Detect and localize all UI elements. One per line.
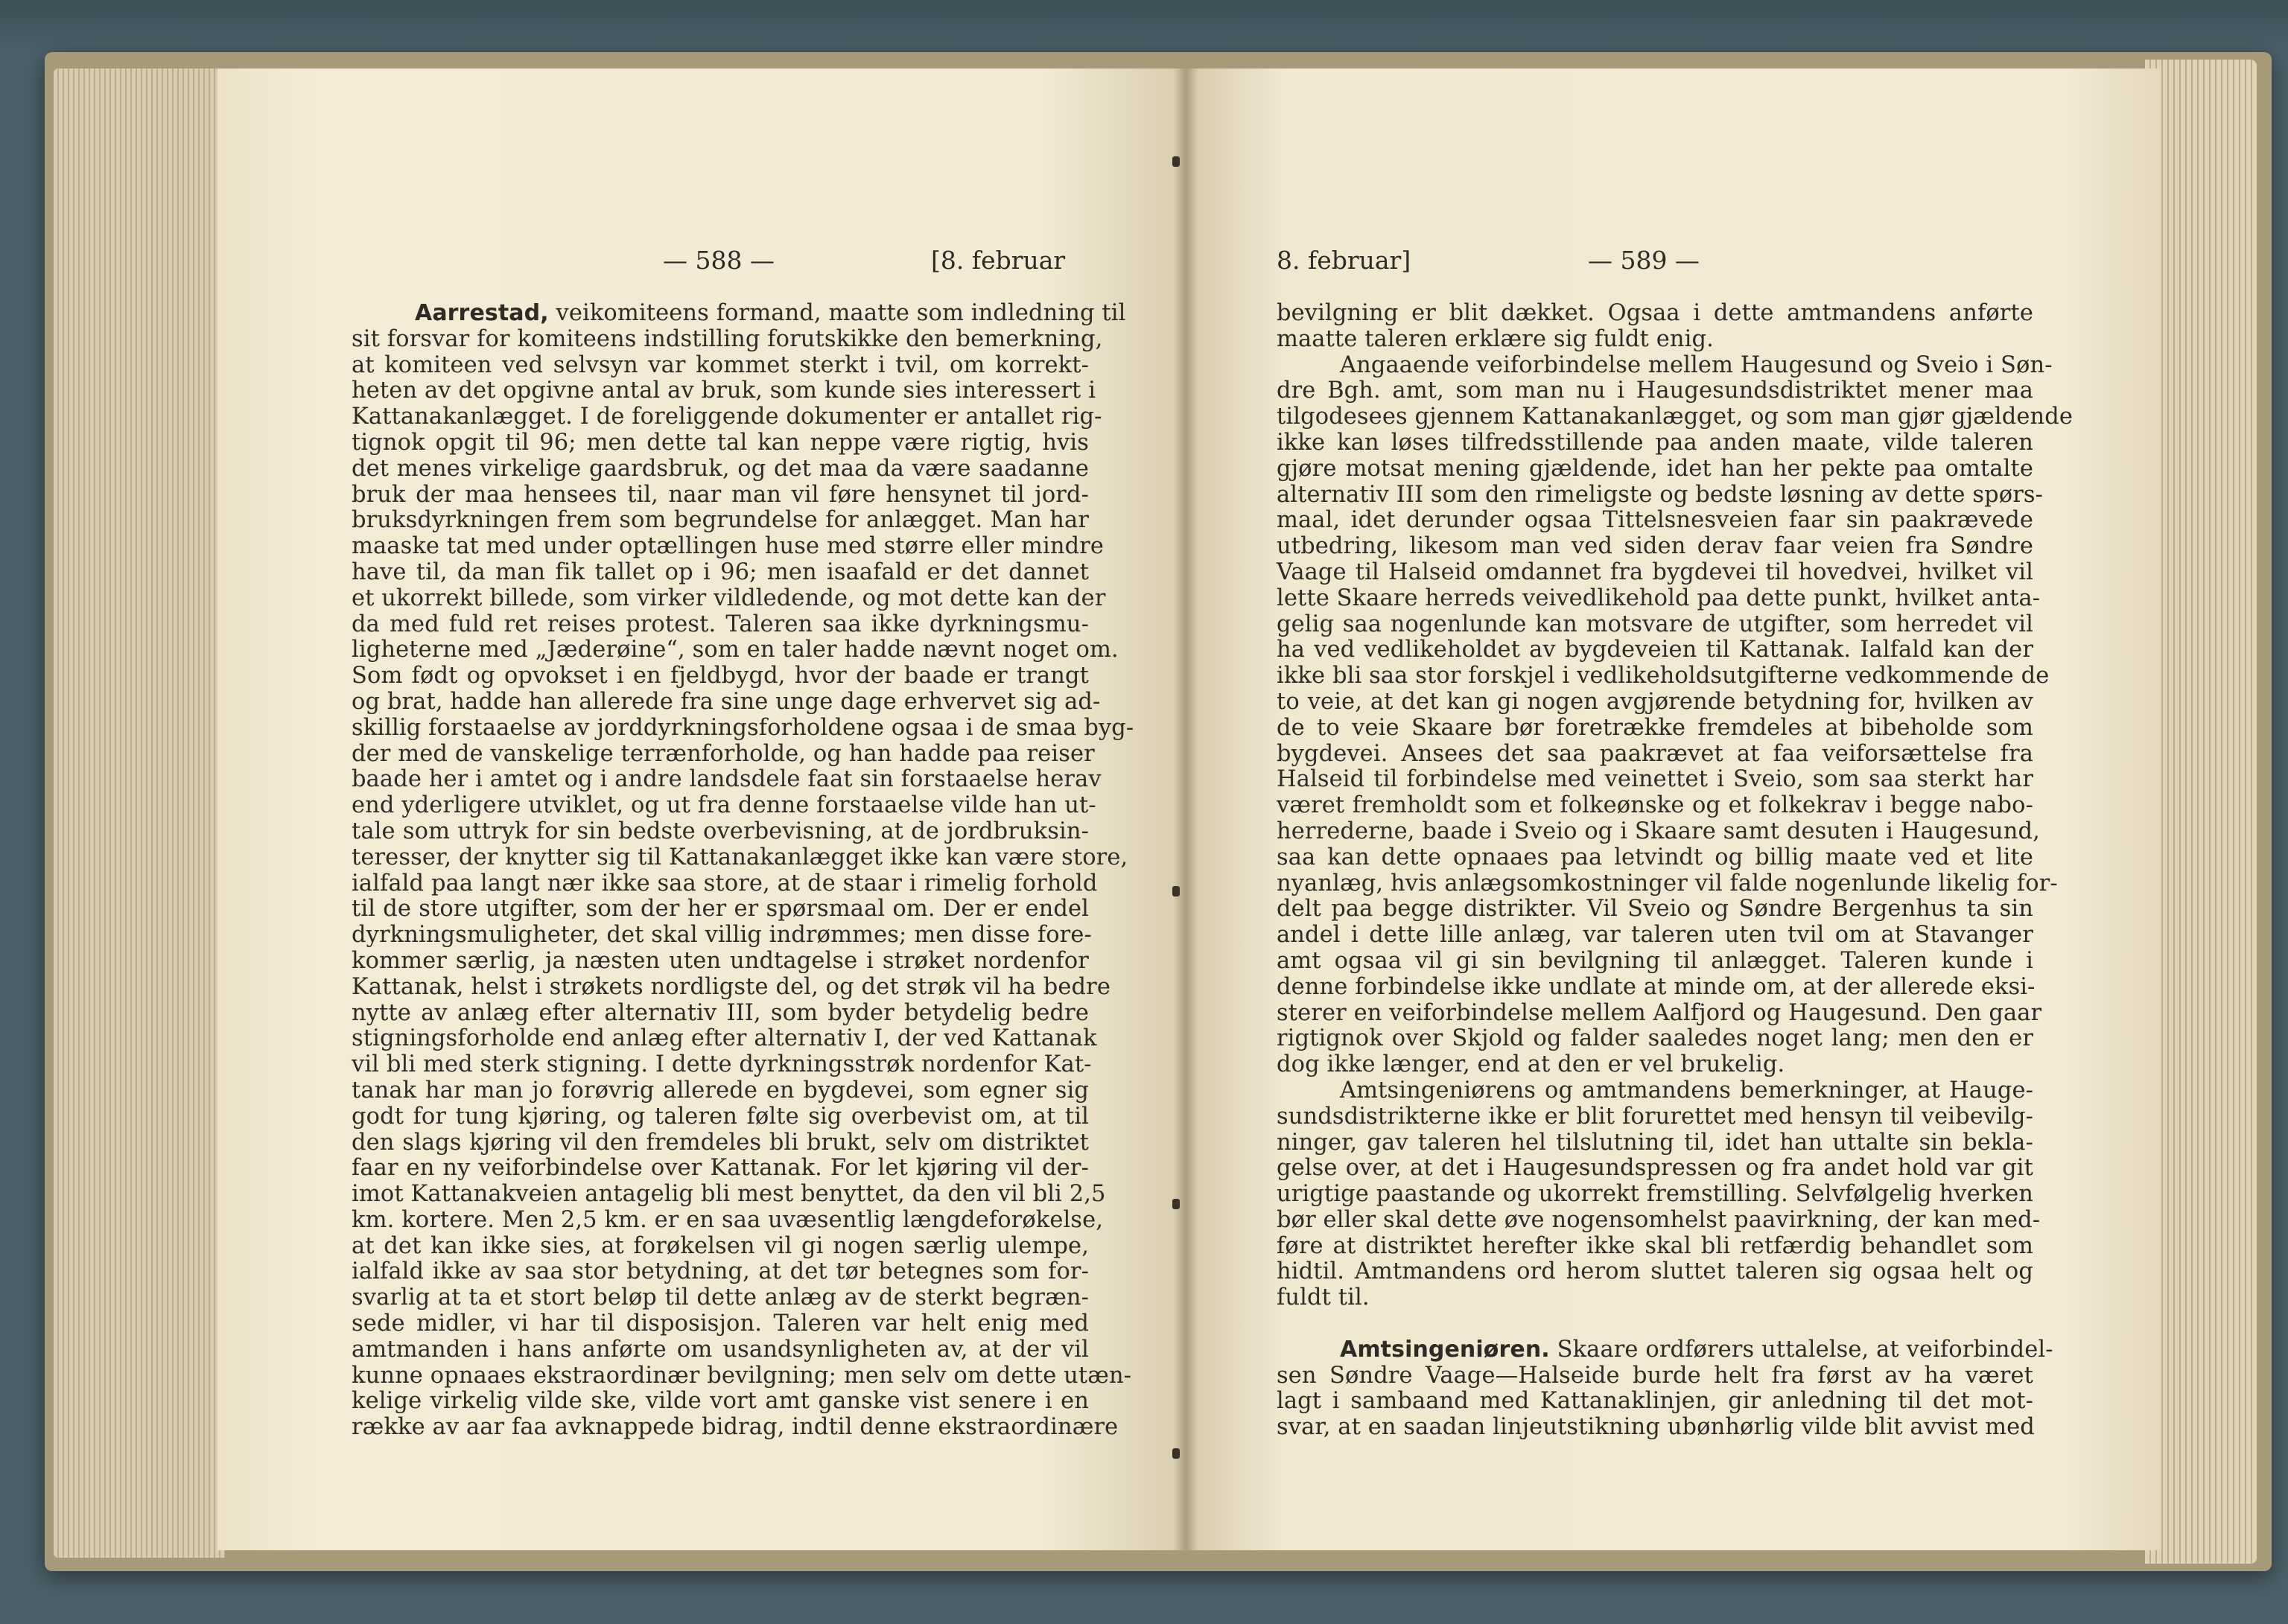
left-running-head: [8. februar bbox=[931, 246, 1066, 275]
text-line: kunne opnaaes ekstraordinær bevilgning; men selv om dette utæn- bbox=[352, 1362, 1132, 1389]
book-gutter bbox=[1173, 69, 1198, 1550]
text-line: teresser, der knytter sig til Kattanakanlægget ikke kan være store, bbox=[352, 844, 1128, 870]
text-line: bygdevei. Ansees det saa paakrævet at faa veiforsættelse fra bbox=[1277, 740, 2033, 767]
text-line: svarlig at ta et stort beløp til dette anlæg av de sterkt begræn- bbox=[352, 1284, 1089, 1311]
stitch-mark bbox=[1172, 886, 1180, 897]
stitch-mark bbox=[1172, 156, 1180, 167]
text-line: gelse over, at det i Haugesundspressen og fra andet hold var git bbox=[1277, 1155, 2033, 1182]
text-line: bruksdyrkningen frem som begrundelse for anlægget. Man har bbox=[352, 507, 1089, 534]
text-line: sede midler, vi har til disposisjon. Taleren var helt enig med bbox=[352, 1311, 1089, 1337]
text-line: sen Søndre Vaage—Halseide burde helt fra først av ha været bbox=[1277, 1362, 2033, 1389]
text-line: til de store utgifter, som der her er spørsmaal om. Der er endel bbox=[352, 896, 1089, 923]
text-line: Kattanakanlægget. I de foreliggende dokumenter er antallet rig- bbox=[352, 404, 1102, 430]
text-line: det menes virkelige gaardsbruk, og det maa da være saadanne bbox=[352, 455, 1089, 482]
text-line: end yderligere utviklet, og ut fra denne forstaaelse vilde han ut- bbox=[352, 792, 1096, 819]
text-line: føre at distriktet herefter ikke skal bli retfærdig behandlet som bbox=[1277, 1232, 2033, 1259]
text-line: tale som uttryk for sin bedste overbevisning, at de jordbruksin- bbox=[352, 818, 1089, 844]
text-line: et ukorrekt billede, som virker vildledende, og mot dette kan der bbox=[352, 585, 1106, 611]
text-line: sit forsvar for komiteens indstilling forutskikke den bemerkning, bbox=[352, 325, 1103, 352]
text-line: utbedring, likesom man ved siden derav faar veien fra Søndre bbox=[1277, 533, 2033, 560]
stitch-mark bbox=[1172, 1448, 1180, 1459]
text-line: amtmanden i hans anførte om usandsynligheten av, at der vil bbox=[352, 1336, 1089, 1363]
left-page bbox=[217, 69, 1186, 1550]
text-line: delt paa begge distrikter. Vil Sveio og Søndre Bergenhus ta sin bbox=[1277, 896, 2033, 923]
right-page bbox=[1186, 69, 2160, 1550]
text-line: dyrkningsmuligheter, det skal villig indrømmes; men disse fore- bbox=[352, 922, 1092, 949]
text-line: godt for tung kjøring, og taleren følte sig overbevist om, at til bbox=[352, 1103, 1089, 1130]
text-line: herrederne, baade i Sveio og i Skaare samt desuten i Haugesund, bbox=[1277, 818, 2040, 844]
text-line: andel i dette lille anlæg, var taleren uten tvil om at Stavanger bbox=[1277, 922, 2033, 949]
text-line: Som født og opvokset i en fjeldbygd, hvor der baade er trangt bbox=[352, 663, 1089, 690]
text-line: Kattanak, helst i strøkets nordligste del, og det strøk vil ha bedre bbox=[352, 973, 1110, 1000]
text-line: maaske tat med under optællingen huse med større eller mindre bbox=[352, 533, 1105, 560]
text-line: Halseid til forbindelse med veinettet i Sveio, som saa sterkt har bbox=[1277, 766, 2033, 793]
text-line: sundsdistrikterne ikke er blit forurettet med hensyn til veibevilg- bbox=[1277, 1103, 2033, 1130]
text-line: tignok opgit til 96; men dette tal kan neppe være rigtig, hvis bbox=[352, 429, 1089, 456]
text-line: urigtige paastande og ukorrekt fremstilling. Selvfølgelig hverken bbox=[1277, 1181, 2033, 1208]
text-line: da med fuld ret reises protest. Taleren saa ikke dyrkningsmu- bbox=[352, 611, 1089, 637]
text-line: to veie, at det kan gi nogen avgjørende betydning for, hvilken av bbox=[1277, 688, 2033, 715]
text-line: den slags kjøring vil den fremdeles bli brukt, selv om distriktet bbox=[352, 1129, 1089, 1156]
text-line: vil bli med sterk stigning. I dette dyrkningsstrøk nordenfor Kat- bbox=[352, 1051, 1092, 1078]
text-line: ikke bli saa stor forskjel i vedlikeholdsutgifterne vedkommende de bbox=[1277, 663, 2050, 690]
text-line: været fremholdt som et folkeønske og et folkekrav i begge nabo- bbox=[1277, 792, 2033, 819]
text-line: ha ved vedlikeholdet av bygdeveien til Kattanak. Ialfald kan der bbox=[1277, 637, 2033, 663]
text-line: ialfald paa langt nær ikke saa store, at de staar i rimelig forhold bbox=[352, 870, 1098, 897]
text-line: maal, idet derunder ogsaa Tittelsnesveien faar sin paakrævede bbox=[1277, 507, 2033, 534]
text-line: fuldt til. bbox=[1277, 1284, 1370, 1311]
text-line: denne forbindelse ikke undlate at minde om, at der allerede eksi- bbox=[1277, 973, 2036, 1000]
text-line: der med de vanskelige terrænforholde, og han hadde paa reiser bbox=[352, 740, 1095, 767]
text-line: kelige virkelig vilde ske, vilde vort amt ganske vist senere i en bbox=[352, 1388, 1089, 1415]
text-line: have til, da man fik tallet op i 96; men isaafald er det dannet bbox=[352, 558, 1089, 585]
text-line: baade her i amtet og i andre landsdele faat sin forstaaelse herav bbox=[352, 766, 1102, 793]
text-line: bevilgning er blit dækket. Ogsaa i dette amtmandens anførte bbox=[1277, 300, 2033, 326]
right-running-head: 8. februar] bbox=[1277, 246, 1411, 275]
text-line: ligheterne med „Jæderøine“, som en taler hadde nævnt noget om. bbox=[352, 637, 1119, 663]
speaker-name: Amtsingeniøren. bbox=[1340, 1336, 1550, 1363]
backdrop bbox=[0, 0, 2288, 52]
text-line: saa kan dette opnaaes paa letvindt og billig maate ved et lite bbox=[1277, 844, 2033, 870]
text-line: at det kan ikke sies, at forøkelsen vil gi nogen særlig ulempe, bbox=[352, 1232, 1089, 1259]
text-line: ikke kan løses tilfredsstillende paa anden maate, vilde taleren bbox=[1277, 429, 2033, 456]
stitch-mark bbox=[1172, 1199, 1180, 1209]
text-line: bør eller skal dette øve nogensomhelst paavirkning, der kan med- bbox=[1277, 1206, 2041, 1233]
text-line: og brat, hadde han allerede fra sine unge dage erhvervet sig ad- bbox=[352, 688, 1101, 715]
text-line: amt ogsaa vil gi sin bevilgning til anlægget. Taleren kunde i bbox=[1277, 947, 2033, 974]
left-page-number: — 588 — bbox=[663, 246, 775, 275]
text-line: lette Skaare herreds veivedlikehold paa dette punkt, hvilket anta- bbox=[1277, 585, 2041, 611]
text-line: svar, at en saadan linjeutstikning ubønhørlig vilde blit avvist med bbox=[1277, 1414, 2035, 1441]
text-line: bruk der maa hensees til, naar man vil føre hensynet til jord- bbox=[352, 481, 1089, 508]
speaker-name: Aarrestad, bbox=[415, 300, 549, 326]
text-line: Amtsingeniørens og amtmandens bemerkninger, at Hauge- bbox=[1340, 1077, 2033, 1104]
text-line: række av aar faa avknappede bidrag, indtil denne ekstraordinære bbox=[352, 1414, 1119, 1441]
text-line: dre Bgh. amt, som man nu i Haugesundsdistriktet mener maa bbox=[1277, 378, 2033, 404]
text-line: maatte taleren erklære sig fuldt enig. bbox=[1277, 325, 1714, 352]
text-line: tanak har man jo forøvrig allerede en bygdevei, som egner sig bbox=[352, 1077, 1089, 1104]
text-line: Aarrestad, veikomiteens formand, maatte som indledning til bbox=[415, 300, 1126, 326]
left-page-edges bbox=[54, 69, 225, 1558]
text-line: Amtsingeniøren. Skaare ordførers uttalelse, at veiforbindel- bbox=[1340, 1336, 2053, 1363]
text-line: stigningsforholde end anlæg efter alternativ I, der ved Kattanak bbox=[352, 1025, 1097, 1052]
text-line: alternativ III som den rimeligste og bedste løsning av dette spørs- bbox=[1277, 481, 2044, 508]
text-line: dog ikke længer, end at den er vel brukelig. bbox=[1277, 1051, 1785, 1078]
text-line: de to veie Skaare bør foretrække fremdeles at bibeholde som bbox=[1277, 714, 2033, 741]
text-line: km. kortere. Men 2,5 km. er en saa uvæsentlig længdeforøkelse, bbox=[352, 1206, 1104, 1233]
text-line: lagt i sambaand med Kattanaklinjen, gir anledning til det mot- bbox=[1277, 1388, 2033, 1415]
text-line: heten av det opgivne antal av bruk, som kunde sies interessert i bbox=[352, 378, 1096, 404]
text-line: faar en ny veiforbindelse over Kattanak. For let kjøring vil der- bbox=[352, 1155, 1089, 1182]
right-page-edges bbox=[2145, 60, 2257, 1564]
text-line: Vaage til Halseid omdannet fra bygdevei til hovedvei, hvilket vil bbox=[1277, 558, 2033, 585]
text-line: Angaaende veiforbindelse mellem Haugesund og Sveio i Søn- bbox=[1340, 351, 2053, 378]
text-line: hidtil. Amtmandens ord herom sluttet taleren sig ogsaa helt og bbox=[1277, 1258, 2033, 1285]
text-line: gjøre motsat mening gjældende, idet han her pekte paa omtalte bbox=[1277, 455, 2033, 482]
text-line: ialfald ikke av saa stor betydning, at det tør betegnes som for- bbox=[352, 1258, 1089, 1285]
text-line: nyanlæg, hvis anlægsomkostninger vil falde nogenlunde likelig for- bbox=[1277, 870, 2058, 897]
text-line: gelig saa nogenlunde kan motsvare de utgifter, som herredet vil bbox=[1277, 611, 2033, 637]
left-page-text bbox=[352, 300, 1134, 1441]
text-line: at komiteen ved selvsyn var kommet sterkt i tvil, om korrekt- bbox=[352, 351, 1089, 378]
text-line: skillig forstaaelse av jorddyrkningsforholdene ogsaa i de smaa byg- bbox=[352, 714, 1134, 741]
paragraph-gap bbox=[1277, 1311, 2033, 1337]
text-line: kommer særlig, ja næsten uten undtagelse i strøket nordenfor bbox=[352, 947, 1089, 974]
text-line: tilgodesees gjennem Kattanakanlægget, og som man gjør gjældende bbox=[1277, 404, 2074, 430]
text-line: nytte av anlæg efter alternativ III, som byder betydelig bedre bbox=[352, 999, 1089, 1026]
text-line: sterer en veiforbindelse mellem Aalfjord og Haugesund. Den gaar bbox=[1277, 999, 2042, 1026]
right-page-number: — 589 — bbox=[1588, 246, 1700, 275]
text-line: rigtignok over Skjold og falder saaledes noget lang; men den er bbox=[1277, 1025, 2033, 1052]
text-line: imot Kattanakveien antagelig bli mest benyttet, da den vil bli 2,5 bbox=[352, 1181, 1106, 1208]
text-line: ninger, gav taleren hel tilslutning til, idet han uttalte sin bekla- bbox=[1277, 1129, 2033, 1156]
right-page-text bbox=[1277, 300, 2074, 1441]
